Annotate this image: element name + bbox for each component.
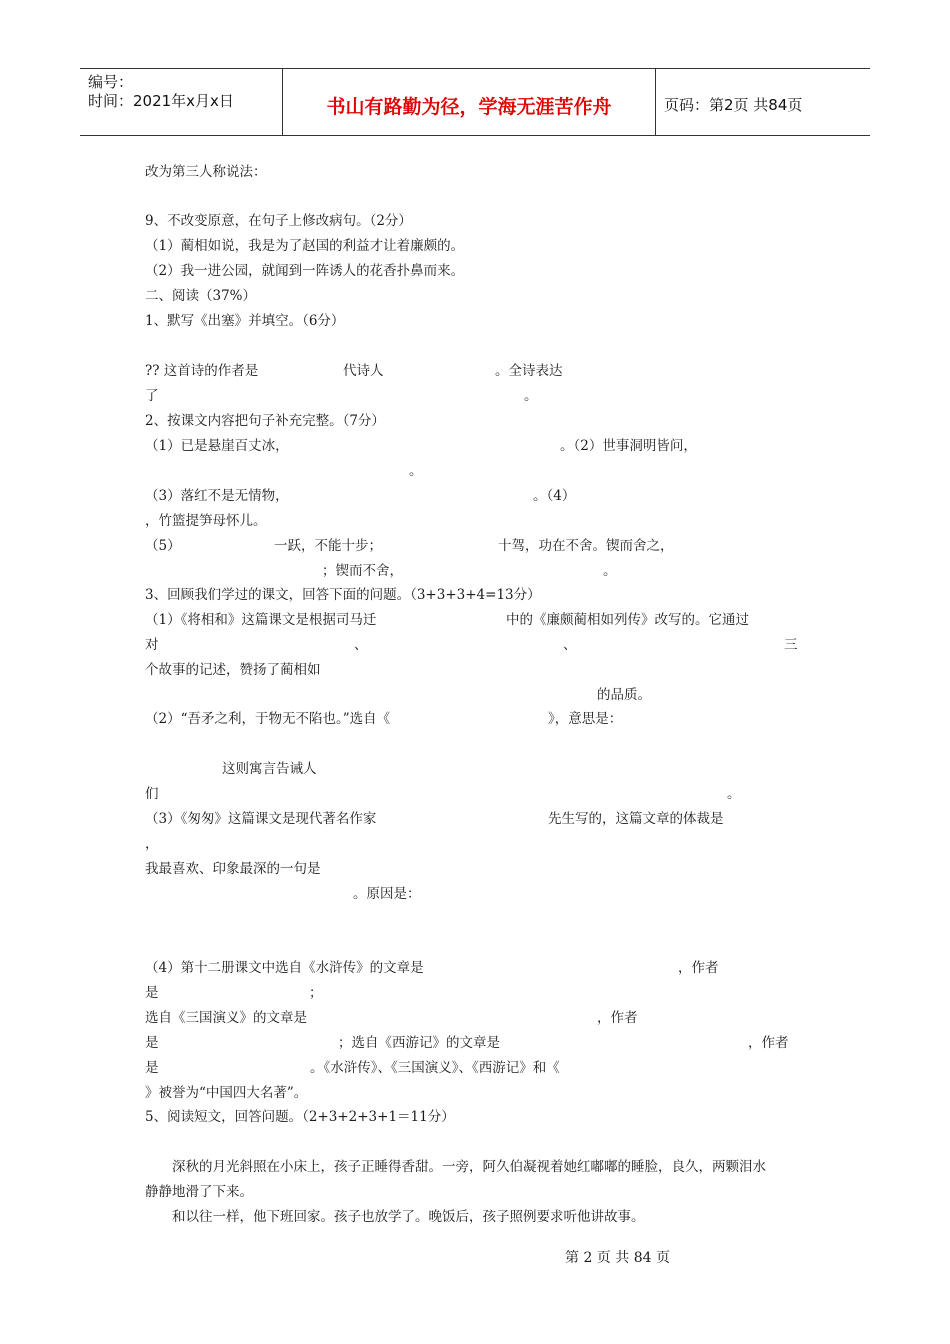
text-line: （1）蔺相如说，我是为了赵国的利益才让着廉颇的。 bbox=[145, 238, 465, 254]
text-line: 》，意思是： bbox=[548, 711, 623, 727]
text-line: （3）《匆匆》这篇课文是现代著名作家 bbox=[145, 811, 377, 827]
passage-line: 和以往一样，他下班回家。孩子也放学了。晚饭后，孩子照例要求听他讲故事。 bbox=[172, 1209, 645, 1225]
text-line: ， bbox=[145, 836, 159, 852]
text-line: 十驾，功在不舍。锲而舍之， bbox=[498, 538, 674, 554]
question-3-title: 3、回顾我们学过的课文，回答下面的问题。（3+3+3+4=13分） bbox=[145, 587, 541, 603]
text-line: 是 bbox=[145, 1060, 159, 1076]
question-1-title: 1、默写《出塞》并填空。（6分） bbox=[145, 313, 345, 329]
text-line: 代诗人 bbox=[343, 363, 384, 379]
text-line: 先生写的，这篇文章的体裁是 bbox=[548, 811, 724, 827]
text-line: 。 bbox=[524, 388, 538, 404]
text-line: （3）落红不是无情物， bbox=[145, 488, 289, 504]
text-line: 。全诗表达 bbox=[495, 363, 563, 379]
page-footer: 第 2 页 共 84 页 bbox=[565, 1250, 670, 1266]
question-5-title: 5、阅读短文，回答问题。（2+3+2+3+1＝11分） bbox=[145, 1109, 455, 1125]
text-line: 了 bbox=[145, 388, 159, 404]
text-line: （2）“吾矛之利，于物无不陷也。”选自《 bbox=[145, 711, 391, 727]
text-line: 的品质。 bbox=[597, 687, 651, 703]
text-line: 选自《三国演义》的文章是 bbox=[145, 1010, 307, 1026]
header-time-label: 时间：2021年x月x日 bbox=[88, 92, 234, 110]
text-line: （4）第十二册课文中选自《水浒传》的文章是 bbox=[145, 960, 424, 976]
header-divider bbox=[655, 68, 656, 136]
text-line: 。原因是： bbox=[353, 886, 421, 902]
text-line: 这则寓言告诫人 bbox=[222, 761, 317, 777]
text-line: 是 bbox=[145, 1035, 159, 1051]
text-line: ，竹篮提笋母怀儿。 bbox=[145, 513, 267, 529]
text-line: 改为第三人称说法： bbox=[145, 164, 267, 180]
header-id-label: 编号： bbox=[88, 73, 134, 91]
text-line: 一跃，不能十步； bbox=[274, 538, 382, 554]
section-title-reading: 二、阅读（37%） bbox=[145, 288, 257, 304]
passage-line: 深秋的月光斜照在小床上，孩子正睡得香甜。一旁，阿久伯凝视着她红嘟嘟的睡脸，良久，两颗泪水 bbox=[172, 1159, 766, 1175]
text-line: （2）我一进公园，就闻到一阵诱人的花香扑鼻而来。 bbox=[145, 263, 465, 279]
text-line: （5） bbox=[145, 538, 181, 554]
text-line: 是 bbox=[145, 985, 159, 1001]
text-line: 。（2）世事洞明皆问， bbox=[560, 438, 697, 454]
text-line: 。 bbox=[727, 786, 741, 802]
text-line: 们 bbox=[145, 786, 159, 802]
text-line: ，作者 bbox=[597, 1010, 638, 1026]
text-line: 》被誉为“中国四大名著”。 bbox=[145, 1085, 308, 1101]
text-line: ，作者 bbox=[678, 960, 719, 976]
header-bottom-rule bbox=[80, 135, 870, 136]
text-line: 个故事的记述，赞扬了蔺相如 bbox=[145, 662, 321, 678]
text-line: ；选自《西游记》的文章是 bbox=[338, 1035, 500, 1051]
text-line: 对 bbox=[145, 637, 159, 653]
text-line: ，作者 bbox=[748, 1035, 789, 1051]
text-line: ； bbox=[309, 985, 323, 1001]
text-line: 中的《廉颇蔺相如列传》改写的。它通过 bbox=[506, 612, 749, 628]
passage-line: 静静地滑了下来。 bbox=[145, 1184, 253, 1200]
text-line: 我最喜欢、印象最深的一句是 bbox=[145, 861, 321, 877]
text-line: 。 bbox=[409, 463, 423, 479]
text-line: （1）《将相和》这篇课文是根据司马迁 bbox=[145, 612, 377, 628]
text-line: 三 bbox=[784, 637, 798, 653]
header-motto: 书山有路勤为径，学海无涯苦作舟 bbox=[326, 96, 612, 118]
text-line: （1）已是悬崖百丈冰， bbox=[145, 438, 289, 454]
header-top-rule bbox=[80, 68, 870, 69]
question-2-title: 2、按课文内容把句子补充完整。（7分） bbox=[145, 413, 385, 429]
text-line: ?? 这首诗的作者是 bbox=[145, 363, 259, 379]
header-page-info: 页码：第2页 共84页 bbox=[664, 96, 803, 114]
question-9-title: 9、不改变原意，在句子上修改病句。（2分） bbox=[145, 213, 412, 229]
text-line: 。（4） bbox=[533, 488, 576, 504]
text-line: 。 bbox=[603, 563, 617, 579]
text-line: 、 bbox=[354, 637, 368, 653]
text-line: ；锲而不舍， bbox=[322, 563, 403, 579]
text-line: 、 bbox=[563, 637, 577, 653]
text-line: 。《水浒传》、《三国演义》、《西游记》和《 bbox=[310, 1060, 560, 1076]
